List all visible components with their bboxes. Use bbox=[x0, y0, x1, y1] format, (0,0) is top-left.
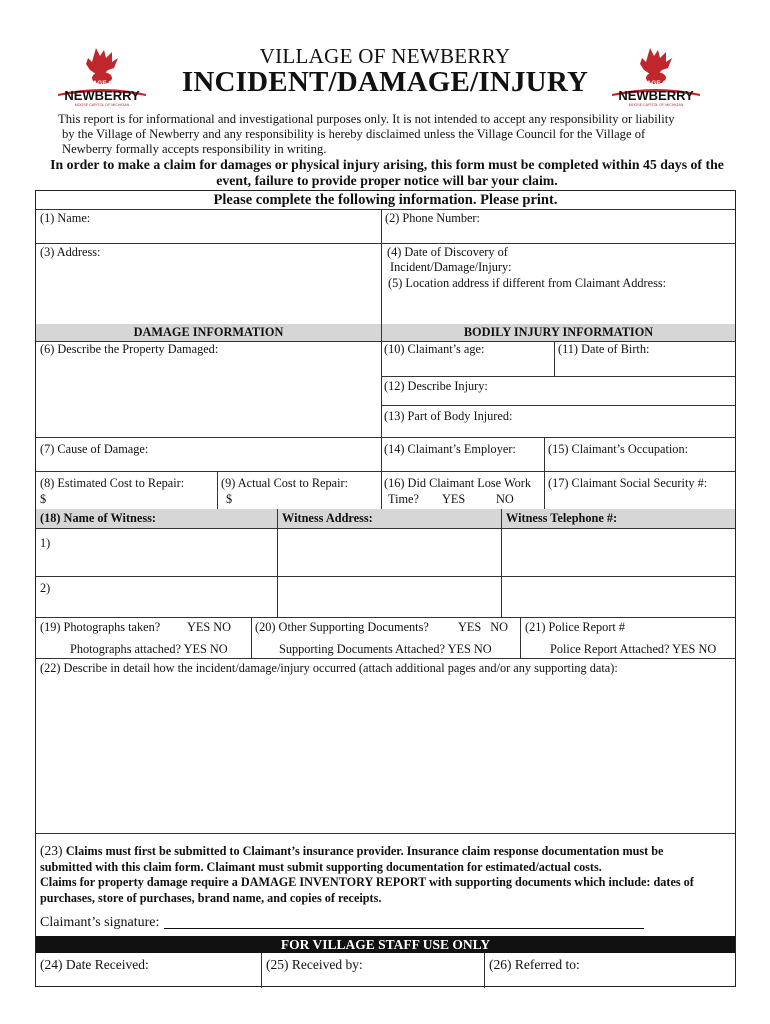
form-heading: Please complete the following information. Please print. bbox=[213, 192, 558, 208]
cause-of-damage-field[interactable]: (7) Cause of Damage: bbox=[40, 442, 149, 456]
form-title: INCIDENT/DAMAGE/INJURY bbox=[181, 66, 589, 98]
svg-text:NEWBERRY: NEWBERRY bbox=[64, 88, 140, 103]
svg-text:NEWBERRY: NEWBERRY bbox=[618, 88, 694, 103]
lost-work-label: (16) Did Claimant Lose Work bbox=[384, 476, 532, 490]
claim-form bbox=[35, 190, 736, 987]
referred-to-field[interactable]: (26) Referred to: bbox=[489, 957, 580, 972]
actual-cost-field[interactable]: $ bbox=[226, 492, 233, 506]
photos-attached-field[interactable]: Photographs attached? YES NO bbox=[70, 642, 228, 656]
claims-note-number: (23) bbox=[40, 843, 66, 858]
address-field[interactable]: (3) Address: bbox=[40, 245, 101, 259]
date-received-field[interactable]: (24) Date Received: bbox=[40, 957, 149, 972]
svg-text:VILLAGE OF: VILLAGE OF bbox=[632, 80, 672, 87]
other-docs-yes-no[interactable]: YES NO bbox=[458, 620, 509, 634]
docs-attached-field[interactable]: Supporting Documents Attached? YES NO bbox=[279, 642, 492, 656]
witness-phone-header: Witness Telephone #: bbox=[506, 511, 618, 525]
lost-work-no-option[interactable]: NO bbox=[496, 492, 514, 506]
claims-note-line: submitted with this claim form. Claimant must submit supporting documentation for estimated/actual costs. bbox=[40, 859, 602, 874]
claims-note-line: Claims for property damage require a DAMAGE INVENTORY REPORT with supporting documents which include: dates of bbox=[40, 875, 694, 889]
notice-line: In order to make a claim for damages or physical injury arising, this form must be completed within 45 days of the bbox=[50, 157, 724, 172]
witness-1-field[interactable]: 1) bbox=[40, 536, 51, 550]
police-report-field[interactable]: (21) Police Report # bbox=[525, 620, 626, 634]
svg-text:MOOSE CAPITOL OF MICHIGAN: MOOSE CAPITOL OF MICHIGAN bbox=[628, 103, 684, 107]
property-damaged-field[interactable]: (6) Describe the Property Damaged: bbox=[40, 342, 219, 356]
witness-address-header: Witness Address: bbox=[282, 511, 373, 525]
location-address-field[interactable]: (5) Location address if different from Claimant Address: bbox=[388, 276, 667, 290]
damage-info-header: DAMAGE INFORMATION bbox=[133, 325, 284, 339]
photos-taken-yes-no[interactable]: YES NO bbox=[187, 620, 232, 634]
photos-taken-label: (19) Photographs taken? bbox=[40, 620, 161, 634]
svg-text:VILLAGE OF: VILLAGE OF bbox=[78, 80, 118, 87]
phone-field[interactable]: (2) Phone Number: bbox=[385, 211, 480, 225]
signature-line[interactable] bbox=[164, 928, 644, 929]
discovery-date-field[interactable]: Incident/Damage/Injury: bbox=[390, 260, 512, 274]
other-docs-label: (20) Other Supporting Documents? bbox=[255, 620, 429, 634]
name-field[interactable]: (1) Name: bbox=[40, 211, 91, 225]
actual-cost-label: (9) Actual Cost to Repair: bbox=[221, 476, 349, 490]
claimant-age-field[interactable]: (10) Claimant’s age: bbox=[384, 342, 485, 356]
discovery-date-label: (4) Date of Discovery of bbox=[387, 245, 508, 259]
svg-text:MOOSE CAPITOL OF MICHIGAN: MOOSE CAPITOL OF MICHIGAN bbox=[74, 103, 130, 107]
body-part-field[interactable]: (13) Part of Body Injured: bbox=[384, 409, 513, 423]
lost-work-time-label: Time? bbox=[388, 492, 419, 506]
signature-label: Claimant’s signature: bbox=[40, 915, 160, 930]
occupation-field[interactable]: (15) Claimant’s Occupation: bbox=[548, 442, 689, 456]
disclaimer-line: This report is for informational and investigational purposes only. It is not intended to accept any responsibility or liability bbox=[58, 112, 675, 126]
witness-2-field[interactable]: 2) bbox=[40, 581, 51, 595]
claims-note bbox=[40, 843, 730, 906]
police-attached-field[interactable]: Police Report Attached? YES NO bbox=[550, 642, 717, 656]
employer-field[interactable]: (14) Claimant’s Employer: bbox=[384, 442, 516, 456]
claims-note-line: Claims must first be submitted to Claimant’s insurance provider. Insurance claim response documentation must be bbox=[65, 844, 664, 858]
estimated-cost-field[interactable]: $ bbox=[40, 492, 47, 506]
disclaimer-line: by the Village of Newberry and any responsibility is hereby disclaimed unless the Village Council for the Village of bbox=[62, 127, 646, 141]
ssn-field[interactable]: (17) Claimant Social Security #: bbox=[548, 476, 708, 490]
date-of-birth-field[interactable]: (11) Date of Birth: bbox=[558, 342, 650, 356]
lost-work-yes-option[interactable]: YES bbox=[442, 492, 466, 506]
received-by-field[interactable]: (25) Received by: bbox=[266, 957, 363, 972]
claims-note-line: purchases, store of purchases, brand name, and copies of receipts. bbox=[40, 890, 382, 905]
staff-use-header: FOR VILLAGE STAFF USE ONLY bbox=[280, 937, 491, 952]
describe-injury-field[interactable]: (12) Describe Injury: bbox=[384, 379, 488, 393]
witness-name-header: (18) Name of Witness: bbox=[40, 511, 157, 525]
notice-line: event, failure to provide proper notice will bar your claim. bbox=[216, 173, 558, 188]
incident-description-field[interactable]: (22) Describe in detail how the incident/damage/injury occurred (attach additional pages and/or any supporting data): bbox=[40, 661, 618, 675]
filing-notice bbox=[36, 157, 738, 189]
injury-info-header: BODILY INJURY INFORMATION bbox=[463, 325, 654, 339]
disclaimer bbox=[58, 112, 720, 157]
estimated-cost-label: (8) Estimated Cost to Repair: bbox=[40, 476, 185, 490]
village-name: VILLAGE OF NEWBERRY bbox=[259, 44, 511, 68]
disclaimer-line: Newberry formally accepts responsibility in writing. bbox=[62, 142, 327, 156]
